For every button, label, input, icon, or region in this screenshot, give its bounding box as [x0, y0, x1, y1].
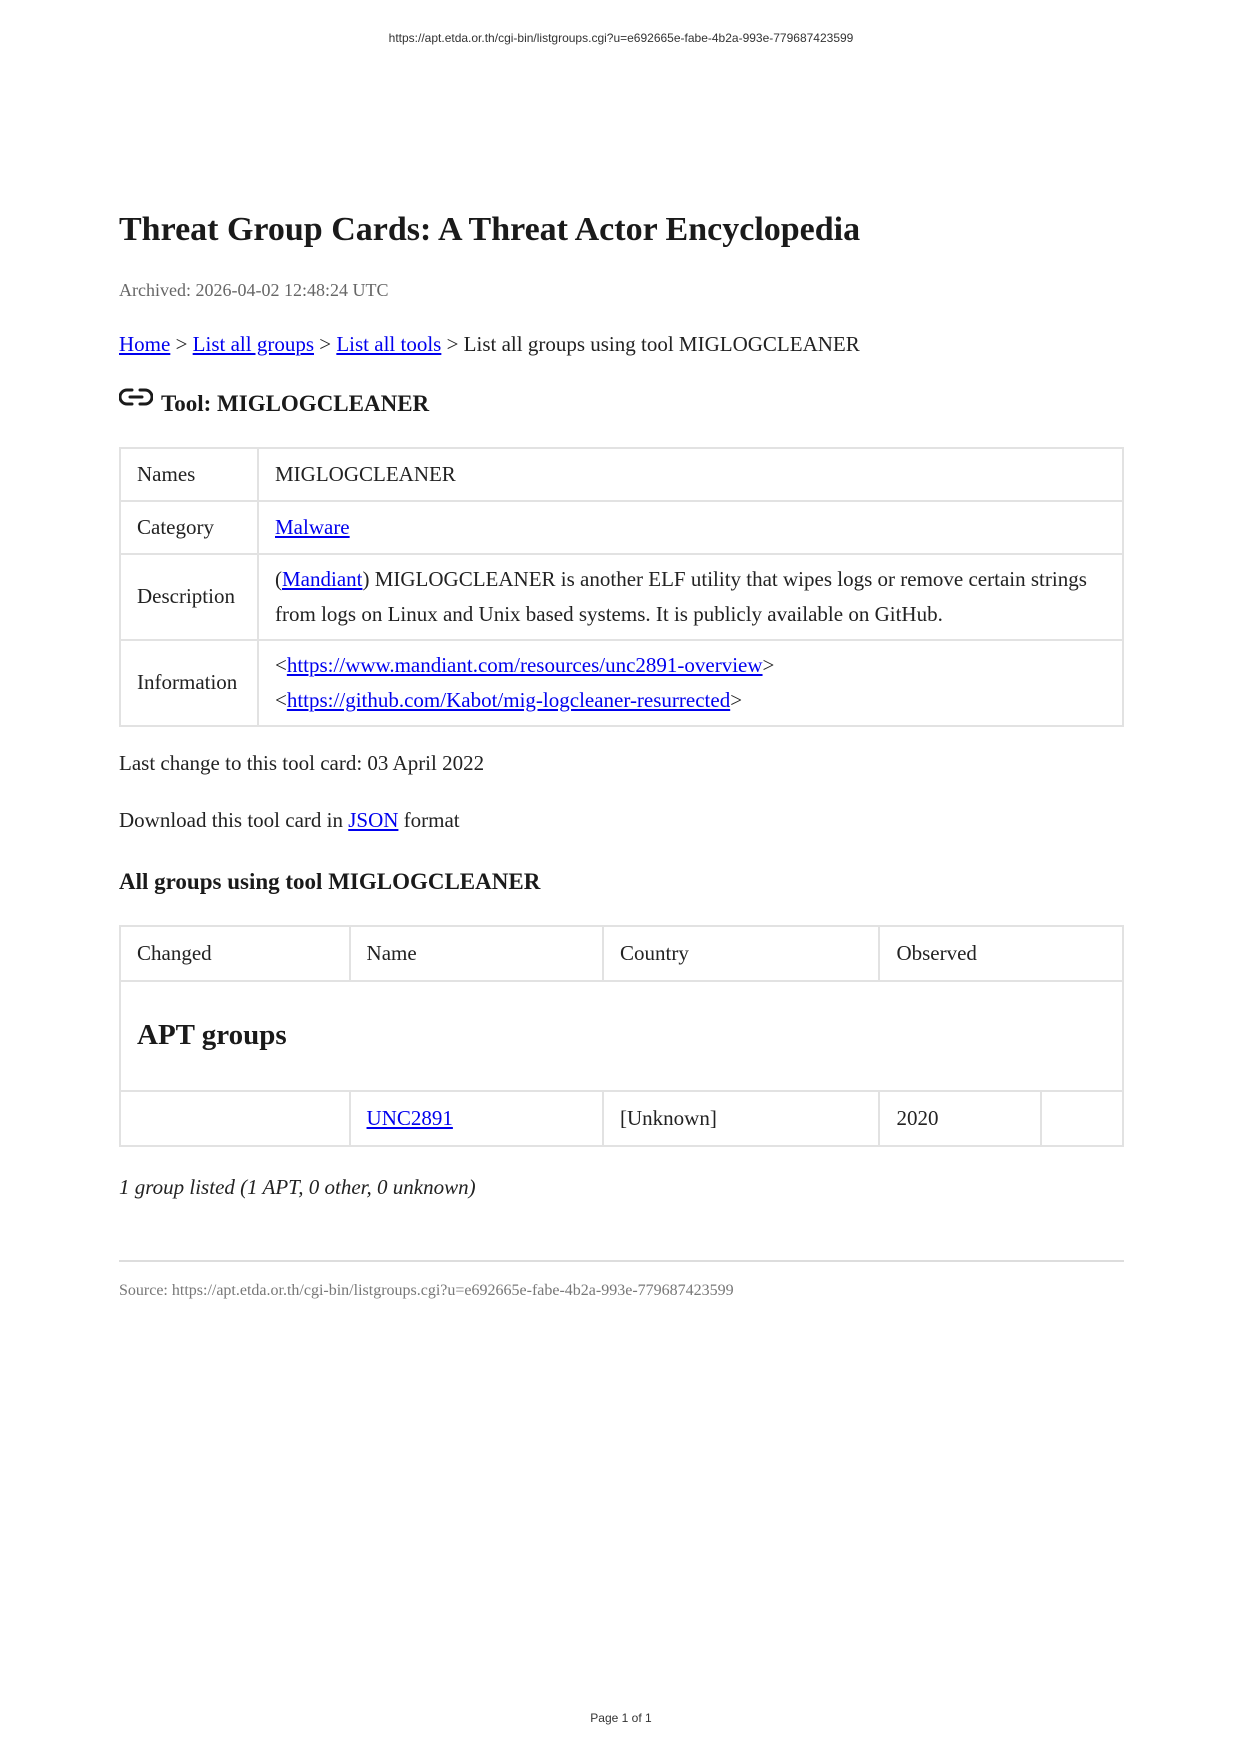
table-header-row	[120, 926, 1123, 981]
breadcrumb-current: > List all groups using tool MIGLOGCLEANER	[441, 331, 860, 356]
cell-name	[350, 1091, 603, 1146]
tool-heading-text: Tool: MIGLOGCLEANER	[161, 390, 430, 416]
column-header-observed: Observed	[879, 926, 1123, 981]
info-link-line: <https://github.com/Kabot/mig-logcleaner-resurrected>	[275, 687, 743, 712]
groups-table	[119, 925, 1124, 1147]
category-label: Category	[120, 501, 258, 554]
group-link-unc2891[interactable]: UNC2891	[366, 1105, 453, 1130]
download-line	[119, 808, 1124, 833]
description-text: ) MIGLOGCLEANER is another ELF utility that wipes logs or remove certain strings from logs on Linux and Unix based systems. It is publicly available on GitHub.	[275, 566, 1087, 626]
breadcrumb-home-link[interactable]: Home	[119, 331, 171, 356]
cell-changed	[120, 1091, 350, 1146]
cell-observed: 2020	[879, 1091, 1041, 1146]
table-row	[120, 554, 1123, 640]
information-label: Information	[120, 640, 258, 726]
section-heading-apt-groups: APT groups	[120, 981, 1123, 1091]
info-link-line: <https://www.mandiant.com/resources/unc2891-overview>	[275, 652, 775, 677]
last-change-text: Last change to this tool card: 03 April 2022	[119, 750, 485, 775]
page-title: Threat Group Cards: A Threat Actor Encyclopedia	[119, 211, 861, 248]
json-download-link[interactable]: JSON	[348, 807, 399, 832]
source-url: Source: https://apt.etda.or.th/cgi-bin/listgroups.cgi?u=e692665e-fabe-4b2a-993e-779687423599	[119, 1281, 734, 1299]
breadcrumb-separator: >	[170, 331, 193, 356]
info-link-github[interactable]: https://github.com/Kabot/mig-logcleaner-resurrected	[286, 687, 731, 712]
table-row	[120, 448, 1123, 501]
group-count-summary: 1 group listed (1 APT, 0 other, 0 unknown)	[119, 1174, 476, 1199]
information-value	[258, 640, 1123, 726]
table-row	[120, 1091, 1123, 1146]
description-open-paren: (	[275, 566, 282, 591]
breadcrumb	[119, 332, 1124, 357]
description-value	[258, 554, 1123, 640]
archived-timestamp: Archived: 2026-04-02 12:48:24 UTC	[119, 279, 389, 300]
category-value	[258, 501, 1123, 554]
divider	[119, 1260, 1124, 1262]
description-source-link[interactable]: Mandiant	[282, 566, 363, 591]
tool-info-table	[119, 447, 1124, 727]
main-content	[119, 210, 1124, 1300]
section-row	[120, 981, 1123, 1091]
column-header-country: Country	[603, 926, 879, 981]
breadcrumb-groups-link[interactable]: List all groups	[192, 331, 314, 356]
download-text-after: format	[398, 807, 460, 832]
table-row	[120, 501, 1123, 554]
column-header-changed: Changed	[120, 926, 350, 981]
link-icon	[119, 387, 153, 407]
print-header-url: https://apt.etda.or.th/cgi-bin/listgroups.cgi?u=e692665e-fabe-4b2a-993e-779687423599	[388, 31, 854, 45]
category-link[interactable]: Malware	[275, 514, 350, 539]
groups-heading: All groups using tool MIGLOGCLEANER	[119, 868, 541, 894]
names-label: Names	[120, 448, 258, 501]
breadcrumb-tools-link[interactable]: List all tools	[336, 331, 442, 356]
table-row	[120, 640, 1123, 726]
cell-country: [Unknown]	[603, 1091, 879, 1146]
column-header-name: Name	[350, 926, 603, 981]
tool-heading	[119, 391, 1124, 417]
breadcrumb-separator: >	[314, 331, 337, 356]
download-text-before: Download this tool card in	[119, 807, 349, 832]
names-value: MIGLOGCLEANER	[258, 448, 1123, 501]
info-link-mandiant[interactable]: https://www.mandiant.com/resources/unc2891-overview	[286, 652, 763, 677]
description-label: Description	[120, 554, 258, 640]
page-number: Page 1 of 1	[590, 1711, 652, 1725]
cell-empty	[1041, 1091, 1123, 1146]
